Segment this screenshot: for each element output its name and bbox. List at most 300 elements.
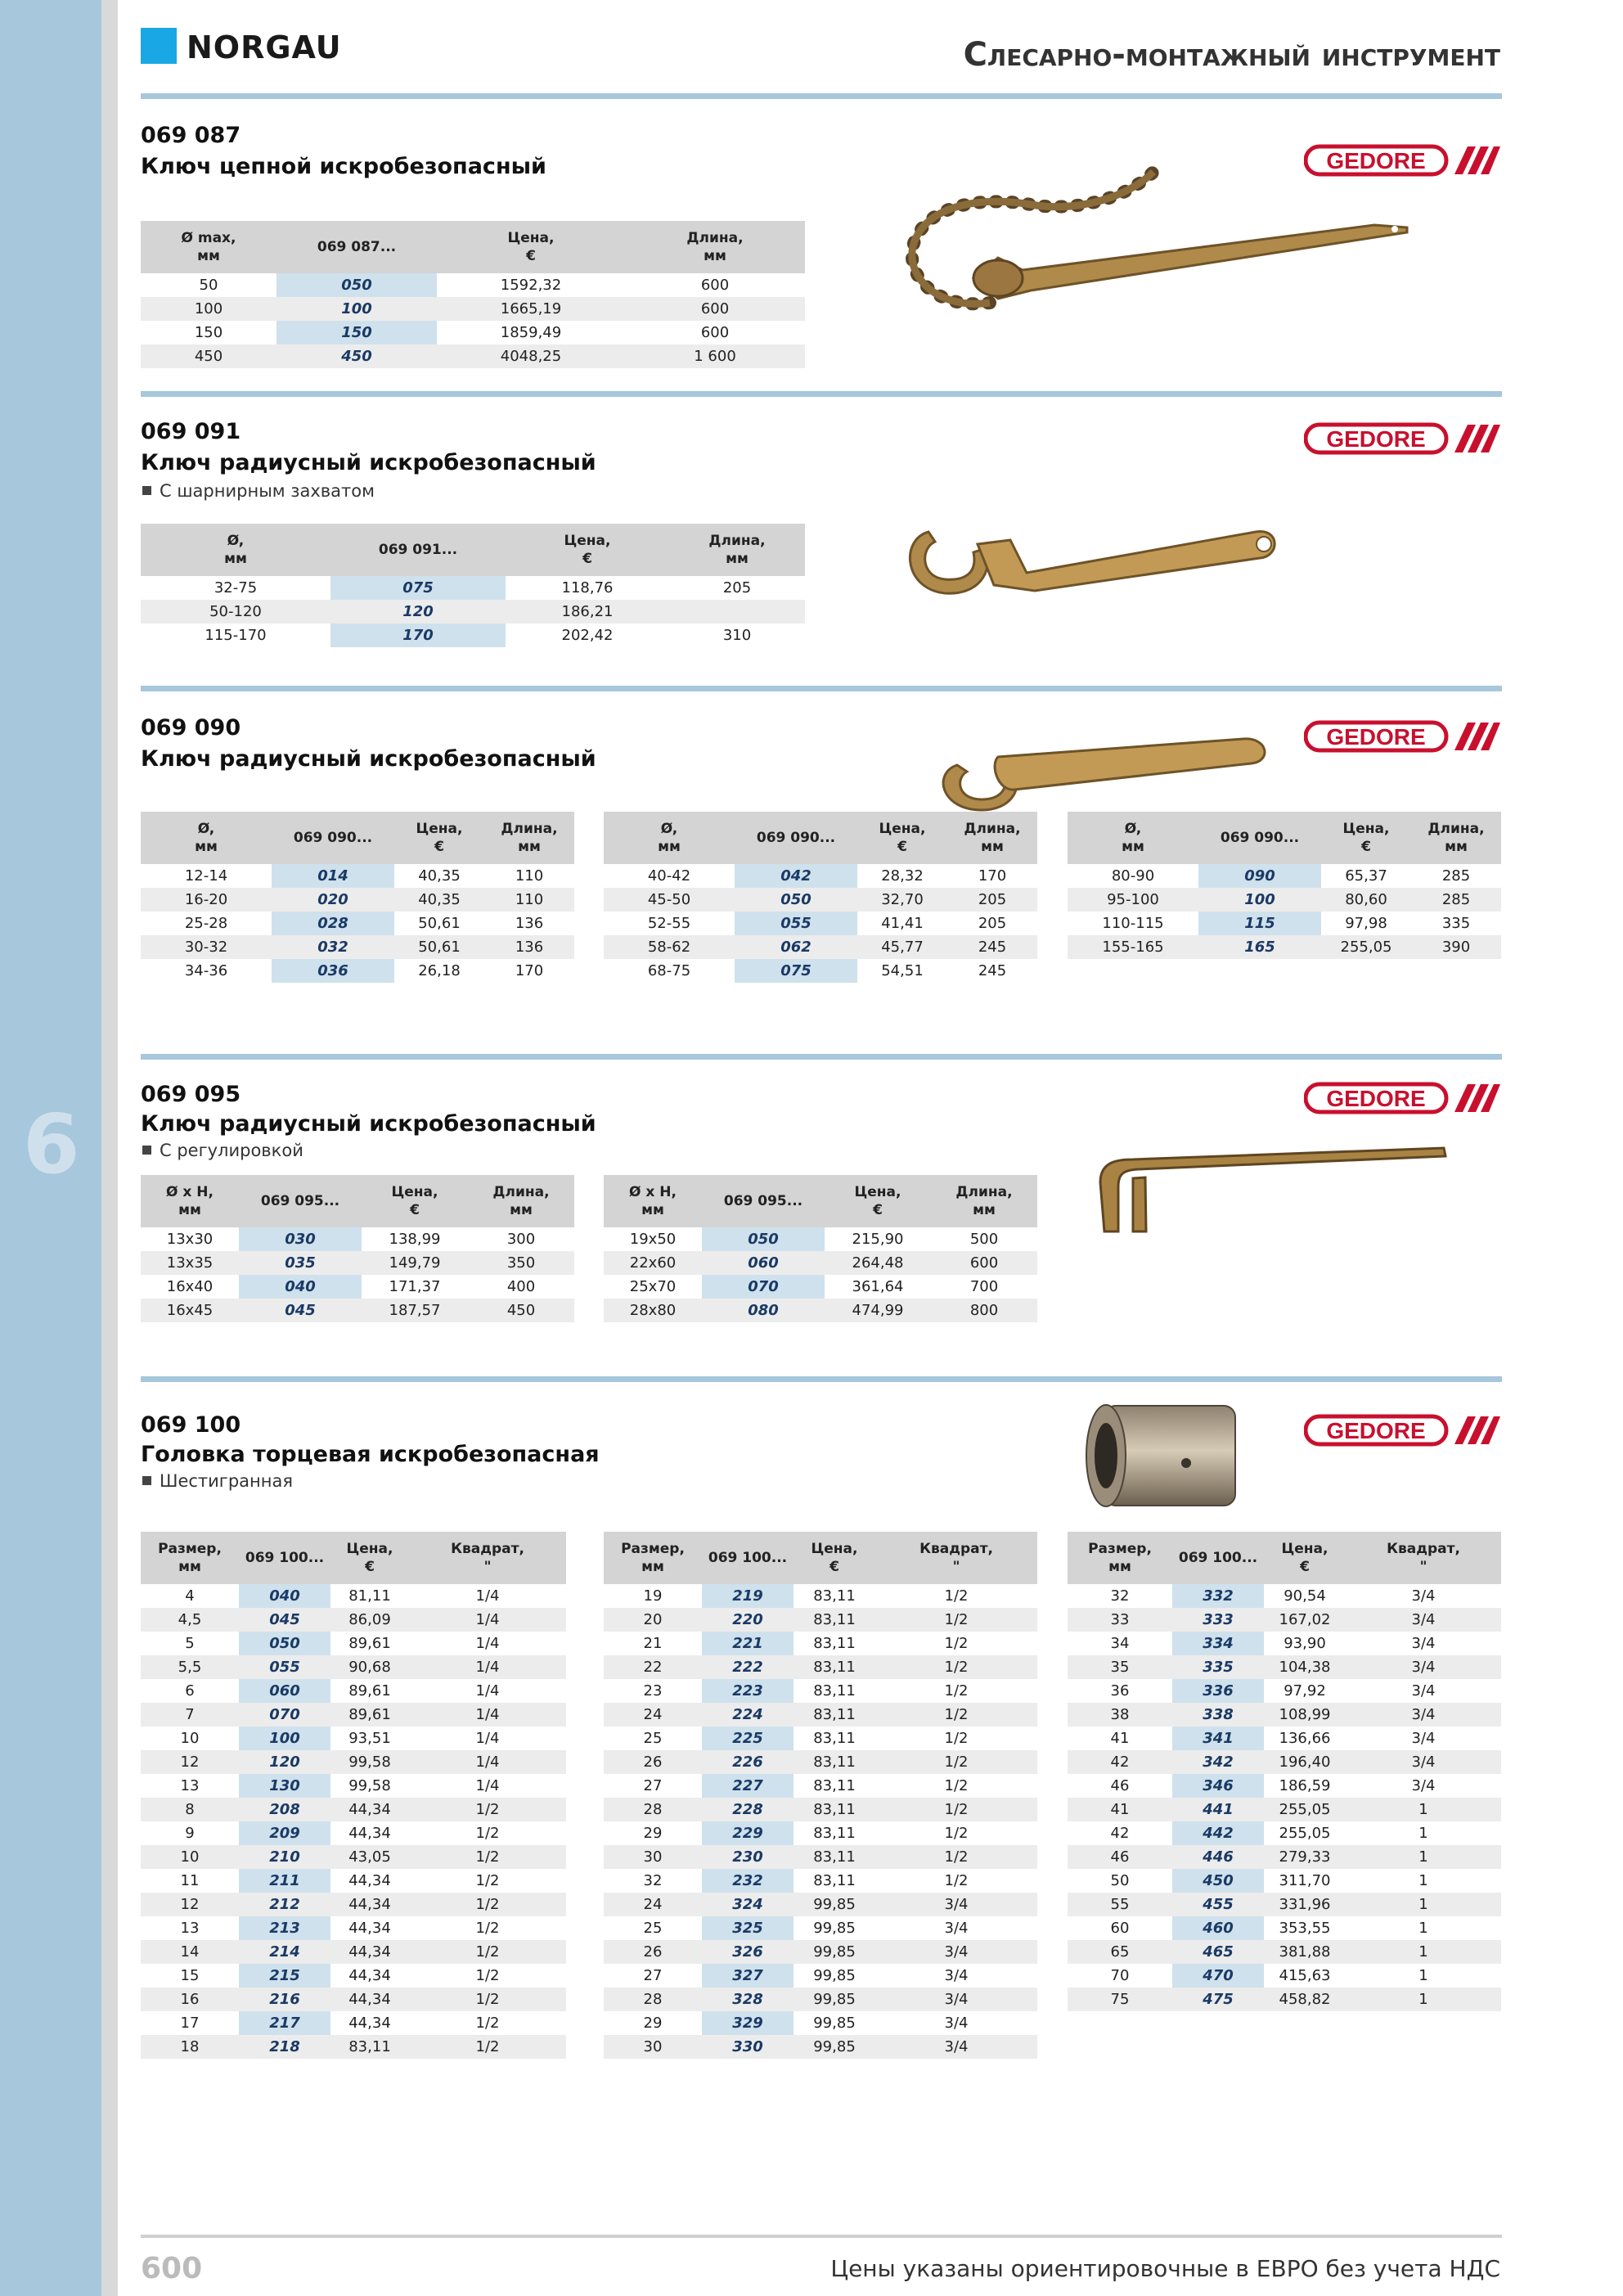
article-code-cell: 442	[1172, 1821, 1264, 1845]
table-row	[141, 1940, 566, 1964]
table-cell: 285	[1411, 888, 1501, 912]
table-cell: 44,34	[348, 1825, 391, 1842]
table-cell: 1	[1418, 1825, 1428, 1842]
table-cell: 89,61	[330, 1703, 409, 1727]
table-cell: 44,34	[330, 1798, 409, 1821]
table-row	[1068, 1869, 1501, 1893]
product-table-069-100-b	[604, 1532, 1037, 2059]
table-row	[604, 1798, 1037, 1821]
article-code-cell: 070	[239, 1703, 330, 1727]
table-cell: 3/4	[1411, 1635, 1436, 1652]
article-code-cell: 075	[735, 959, 857, 983]
table-row	[141, 273, 805, 297]
table-cell: 32,70	[857, 888, 947, 912]
table-cell: 9	[185, 1825, 195, 1842]
table-cell: 310	[722, 627, 752, 644]
column-header: Цена, €	[857, 812, 947, 864]
table-cell: 450	[141, 344, 276, 368]
column-header: Цена, €	[825, 1175, 931, 1227]
article-code-cell: 329	[702, 2011, 794, 2035]
article-code-cell: 218	[239, 2035, 330, 2059]
section-code: 069 091	[141, 419, 241, 444]
table-cell: 99,85	[794, 1940, 875, 1964]
table-row	[1068, 864, 1501, 888]
table-cell: 1/2	[875, 1750, 1037, 1774]
article-code-cell: 215	[239, 1964, 330, 1988]
article-code-cell: 170	[330, 624, 506, 647]
article-code-cell: 080	[702, 1299, 825, 1322]
article-code-cell: 335	[1172, 1655, 1264, 1679]
table-cell: 44,34	[348, 1920, 391, 1937]
table-cell: 1/2	[944, 1635, 969, 1652]
table-row	[604, 1964, 1037, 1988]
table-cell: 10	[180, 1730, 200, 1747]
table-cell: 54,51	[881, 962, 924, 979]
table-row	[1068, 1584, 1501, 1608]
column-header: Размер, мм	[604, 1532, 702, 1584]
table-cell: 3/4	[875, 1940, 1037, 1964]
table-cell: 34-36	[184, 962, 228, 979]
table-cell: 205	[947, 888, 1037, 912]
table-cell: 42	[1068, 1750, 1172, 1774]
product-table-069-090-b	[604, 812, 1037, 983]
header-rule	[141, 93, 1502, 99]
table-row	[604, 888, 1037, 912]
table-cell: 32	[643, 1872, 663, 1889]
chapter-number: 6	[23, 1096, 80, 1192]
table-cell: 3/4	[875, 1893, 1037, 1916]
table-cell: 99,85	[813, 1920, 856, 1937]
table-row	[141, 321, 805, 344]
table-cell: 29	[643, 2015, 663, 2032]
table-cell: 19x50	[629, 1231, 677, 1248]
table-cell: 400	[506, 1278, 536, 1295]
table-cell: 136,66	[1279, 1730, 1331, 1747]
table-cell: 110	[484, 888, 574, 912]
article-code-cell: 327	[702, 1964, 794, 1988]
article-code-cell: 441	[1172, 1798, 1264, 1821]
table-cell: 1859,49	[500, 324, 562, 341]
table-cell: 50	[1110, 1872, 1130, 1889]
table-row	[604, 1655, 1037, 1679]
table-cell: 83,11	[813, 1635, 856, 1652]
table-cell: 1665,19	[437, 297, 625, 321]
table-row	[141, 959, 574, 983]
table-row	[604, 1584, 1037, 1608]
table-cell: 25	[643, 1920, 663, 1937]
hinged-hook-wrench-image	[896, 499, 1288, 614]
section-subtitle	[142, 481, 375, 501]
table-cell: 60	[1110, 1920, 1130, 1937]
table-row	[141, 600, 805, 624]
table-row	[604, 1275, 1037, 1299]
table-cell: 34	[1110, 1635, 1130, 1652]
table-cell: 65	[1068, 1940, 1172, 1964]
article-code-cell: 221	[702, 1632, 794, 1655]
table-cell: 1/2	[875, 1798, 1037, 1821]
table-cell: 1/2	[409, 1893, 566, 1916]
table-cell: 415,63	[1279, 1967, 1331, 1984]
table-cell: 26,18	[418, 962, 461, 979]
table-cell: 187,57	[362, 1299, 468, 1322]
table-cell: 13	[180, 1920, 200, 1937]
table-cell: 264,48	[825, 1251, 931, 1275]
table-row	[604, 1299, 1037, 1322]
article-code-cell: 165	[1198, 935, 1321, 959]
table-row	[604, 959, 1037, 983]
table-cell: 83,11	[813, 1777, 856, 1794]
column-header: Ø, мм	[604, 812, 735, 864]
table-cell: 30	[604, 2035, 702, 2059]
table-row	[604, 912, 1037, 935]
table-row	[141, 1750, 566, 1774]
table-cell: 93,90	[1284, 1635, 1326, 1652]
table-cell: 99,85	[813, 2015, 856, 2032]
table-row	[1068, 1703, 1501, 1727]
article-code-cell: 014	[272, 864, 394, 888]
table-row	[1068, 1608, 1501, 1632]
table-cell: 26	[604, 1750, 702, 1774]
norgau-logo-icon	[141, 28, 177, 64]
table-cell: 1/4	[475, 1730, 500, 1747]
table-cell: 32	[1110, 1587, 1130, 1605]
table-cell: 3/4	[875, 1988, 1037, 2011]
table-row	[1068, 1893, 1501, 1916]
table-cell: 97,92	[1284, 1682, 1326, 1699]
table-cell: 474,99	[825, 1299, 931, 1322]
article-code-cell: 050	[702, 1227, 825, 1251]
article-code-cell: 341	[1172, 1727, 1264, 1750]
table-cell: 700	[969, 1278, 999, 1295]
article-code-cell: 040	[239, 1584, 330, 1608]
table-cell: 3/4	[1346, 1608, 1501, 1632]
table-cell: 1/4	[409, 1655, 566, 1679]
table-cell: 167,02	[1264, 1608, 1346, 1632]
section-title: Ключ радиусный искробезопасный	[141, 450, 596, 475]
svg-text:GEDORE: GEDORE	[1326, 148, 1426, 173]
table-row	[604, 2035, 1037, 2059]
table-cell: 4048,25	[437, 344, 625, 368]
column-header: Цена, €	[330, 1532, 409, 1584]
section-divider	[141, 1054, 1502, 1060]
table-cell: 1	[1346, 1988, 1501, 2011]
article-code-cell: 330	[702, 2035, 794, 2059]
product-table-069-090-a	[141, 812, 574, 983]
article-code-cell: 227	[702, 1774, 794, 1798]
column-header: Длина, мм	[1411, 812, 1501, 864]
table-cell: 1/2	[409, 2035, 566, 2059]
article-code-cell: 232	[702, 1869, 794, 1893]
column-header: Длина, мм	[625, 221, 805, 273]
table-cell: 65,37	[1345, 867, 1387, 885]
table-cell: 1/2	[944, 1730, 969, 1747]
table-cell: 285	[1441, 867, 1471, 885]
article-code-cell: 326	[702, 1940, 794, 1964]
article-code-cell: 465	[1172, 1940, 1264, 1964]
table-row	[604, 1608, 1037, 1632]
table-cell: 83,11	[330, 2035, 409, 2059]
table-cell: 68-75	[647, 962, 691, 979]
section-title: Ключ радиусный искробезопасный	[141, 1111, 596, 1137]
article-code-cell: 150	[276, 321, 437, 344]
table-cell: 83,11	[813, 1587, 856, 1605]
table-row	[141, 1584, 566, 1608]
article-code-cell: 050	[735, 888, 857, 912]
table-cell: 600	[700, 324, 730, 341]
table-row	[141, 2035, 566, 2059]
table-cell: 44,34	[330, 1940, 409, 1964]
article-code-cell: 230	[702, 1845, 794, 1869]
table-cell: 81,11	[348, 1587, 391, 1605]
table-cell: 1/2	[409, 1798, 566, 1821]
article-code-cell: 100	[1198, 888, 1321, 912]
column-header: 069 090...	[1198, 812, 1321, 864]
column-header: 069 095...	[239, 1175, 362, 1227]
table-cell: 381,88	[1264, 1940, 1346, 1964]
column-header: 069 090...	[272, 812, 394, 864]
table-cell: 170	[515, 962, 544, 979]
table-cell: 600	[931, 1251, 1037, 1275]
table-cell: 311,70	[1279, 1872, 1331, 1889]
table-cell: 331,96	[1264, 1893, 1346, 1916]
table-cell: 86,09	[330, 1608, 409, 1632]
article-code-cell: 045	[239, 1299, 362, 1322]
table-row	[141, 1608, 566, 1632]
table-cell: 3/4	[1411, 1682, 1436, 1699]
column-header: Ø, мм	[141, 812, 272, 864]
table-row	[141, 1798, 566, 1821]
table-row	[141, 1679, 566, 1703]
table-cell: 1	[1346, 1893, 1501, 1916]
article-code-cell: 332	[1172, 1584, 1264, 1608]
svg-text:GEDORE: GEDORE	[1326, 724, 1426, 750]
subtitle-text: С регулировкой	[160, 1141, 303, 1160]
table-cell: 4,5	[141, 1608, 239, 1632]
table-row	[1068, 1988, 1501, 2011]
table-cell: 150	[194, 324, 223, 341]
table-cell: 99,85	[794, 1988, 875, 2011]
table-cell: 1/4	[475, 1635, 500, 1652]
table-row	[604, 1750, 1037, 1774]
table-cell: 205	[978, 915, 1007, 932]
table-cell: 136	[515, 915, 544, 932]
table-cell: 93,51	[348, 1730, 391, 1747]
column-header: Ø, мм	[1068, 812, 1198, 864]
gedore-logo-icon	[1304, 1082, 1500, 1114]
column-header: 069 095...	[702, 1175, 825, 1227]
table-row	[1068, 1940, 1501, 1964]
table-cell: 300	[506, 1231, 536, 1248]
table-row	[141, 1869, 566, 1893]
table-cell: 22	[604, 1655, 702, 1679]
article-code-cell: 100	[276, 297, 437, 321]
table-cell: 1/2	[875, 1845, 1037, 1869]
table-row	[604, 864, 1037, 888]
table-cell: 4	[185, 1587, 195, 1605]
table-row	[1068, 1916, 1501, 1940]
table-cell: 800	[931, 1299, 1037, 1322]
table-cell: 89,61	[348, 1635, 391, 1652]
table-cell: 1/2	[409, 1988, 566, 2011]
table-cell: 83,11	[794, 1750, 875, 1774]
column-header: Цена, €	[1264, 1532, 1346, 1584]
column-header: 069 090...	[735, 812, 857, 864]
table-cell: 245	[978, 962, 1007, 979]
table-cell: 30	[604, 1845, 702, 1869]
table-cell: 1/4	[409, 1750, 566, 1774]
article-code-cell: 120	[330, 600, 506, 624]
table-cell: 110	[515, 867, 544, 885]
table-row	[1068, 1774, 1501, 1798]
column-header: Размер, мм	[141, 1532, 239, 1584]
table-cell: 26	[604, 1940, 702, 1964]
table-row	[1068, 1679, 1501, 1703]
table-cell: 28	[604, 1988, 702, 2011]
section-code: 069 087	[141, 123, 241, 148]
table-cell: 500	[969, 1231, 999, 1248]
table-cell: 335	[1441, 915, 1471, 932]
table-cell: 23	[643, 1682, 663, 1699]
table-cell: 1	[1346, 1845, 1501, 1869]
article-code-cell: 217	[239, 2011, 330, 2035]
table-row	[141, 1227, 574, 1251]
table-cell: 104,38	[1264, 1655, 1346, 1679]
article-code-cell: 210	[239, 1845, 330, 1869]
table-cell: 1/2	[944, 1872, 969, 1889]
table-cell: 13	[180, 1777, 200, 1794]
table-cell: 41	[1110, 1730, 1130, 1747]
article-code-cell: 050	[239, 1632, 330, 1655]
table-row	[141, 1727, 566, 1750]
article-code-cell: 450	[276, 344, 437, 368]
table-cell: 58-62	[604, 935, 735, 959]
table-cell: 3/4	[1411, 1777, 1436, 1794]
table-row	[604, 1679, 1037, 1703]
table-cell: 255,05	[1264, 1798, 1346, 1821]
table-cell: 20	[604, 1608, 702, 1632]
table-cell: 136	[484, 935, 574, 959]
column-header: Цена, €	[437, 221, 625, 273]
table-cell: 279,33	[1264, 1845, 1346, 1869]
table-cell: 196,40	[1264, 1750, 1346, 1774]
subtitle-text: Шестигранная	[160, 1471, 293, 1491]
column-header: Ø x H, мм	[604, 1175, 702, 1227]
table-cell: 38	[1068, 1703, 1172, 1727]
table-row	[604, 935, 1037, 959]
article-code-cell: 475	[1172, 1988, 1264, 2011]
table-row	[141, 624, 805, 647]
product-table-069-091	[141, 524, 805, 647]
table-row	[1068, 1655, 1501, 1679]
product-table-069-095-a	[141, 1175, 574, 1322]
article-code-cell: 020	[272, 888, 394, 912]
svg-text:GEDORE: GEDORE	[1326, 1086, 1426, 1111]
table-cell: 245	[947, 935, 1037, 959]
article-code-cell: 062	[735, 935, 857, 959]
product-table-069-095-b	[604, 1175, 1037, 1322]
table-cell: 80-90	[1111, 867, 1155, 885]
table-cell: 6	[185, 1682, 195, 1699]
article-code-cell: 028	[272, 912, 394, 935]
gedore-logo-icon	[1304, 422, 1500, 455]
column-header: Длина, мм	[931, 1175, 1037, 1227]
table-row	[141, 1703, 566, 1727]
table-row	[1068, 1632, 1501, 1655]
table-cell: 1/2	[475, 1825, 500, 1842]
table-cell: 1 600	[625, 344, 805, 368]
article-code-cell: 455	[1172, 1893, 1264, 1916]
table-cell: 15	[180, 1967, 200, 1984]
column-header: Длина, мм	[468, 1175, 574, 1227]
table-cell: 16	[141, 1988, 239, 2011]
table-cell: 390	[1411, 935, 1501, 959]
table-row	[1068, 1750, 1501, 1774]
product-table-069-090-c	[1068, 812, 1501, 959]
table-cell: 32-75	[214, 579, 258, 597]
table-row	[604, 1703, 1037, 1727]
sidebar-edge	[101, 0, 118, 2296]
article-code-cell: 060	[702, 1251, 825, 1275]
table-row	[141, 576, 805, 600]
article-code-cell: 223	[702, 1679, 794, 1703]
product-table-069-087	[141, 221, 805, 368]
table-cell: 1/2	[944, 1587, 969, 1605]
table-cell: 83,11	[794, 1703, 875, 1727]
table-cell: 70	[1110, 1967, 1130, 1984]
article-code-cell: 342	[1172, 1750, 1264, 1774]
article-code-cell: 055	[239, 1655, 330, 1679]
table-row	[604, 1727, 1037, 1750]
table-cell: 5	[185, 1635, 195, 1652]
table-cell: 42	[1110, 1825, 1130, 1842]
table-cell: 40-42	[647, 867, 691, 885]
table-cell: 16x45	[141, 1299, 239, 1322]
section-subtitle	[142, 1141, 303, 1160]
table-cell: 28	[604, 1798, 702, 1821]
table-cell: 215,90	[852, 1231, 904, 1248]
gedore-logo-icon	[1304, 1414, 1500, 1447]
subtitle-text: С шарнирным захватом	[160, 481, 375, 501]
table-cell: 55	[1068, 1893, 1172, 1916]
chain-wrench-image	[883, 147, 1415, 368]
table-cell: 1/2	[875, 1703, 1037, 1727]
table-cell: 44,34	[348, 2015, 391, 2032]
table-row	[141, 1774, 566, 1798]
table-row	[604, 1940, 1037, 1964]
table-cell: 1/4	[475, 1777, 500, 1794]
article-code-cell: 213	[239, 1916, 330, 1940]
table-row	[1068, 935, 1501, 959]
table-row	[141, 1251, 574, 1275]
article-code-cell: 214	[239, 1940, 330, 1964]
table-cell: 83,11	[813, 1872, 856, 1889]
table-cell: 1/4	[409, 1608, 566, 1632]
table-cell: 100	[141, 297, 276, 321]
table-cell: 1	[1418, 1967, 1428, 1984]
table-row	[141, 1845, 566, 1869]
page-title: Слесарно-монтажный инструмент	[963, 36, 1500, 74]
table-row	[141, 1632, 566, 1655]
article-code-cell: 090	[1198, 864, 1321, 888]
table-cell: 90,54	[1284, 1587, 1326, 1605]
table-cell: 450	[468, 1299, 574, 1322]
table-row	[141, 297, 805, 321]
table-cell: 36	[1110, 1682, 1130, 1699]
column-header: Ø, мм	[141, 524, 330, 576]
table-cell: 52-55	[647, 915, 691, 932]
section-code: 069 100	[141, 1412, 241, 1438]
section-divider	[141, 686, 1502, 691]
